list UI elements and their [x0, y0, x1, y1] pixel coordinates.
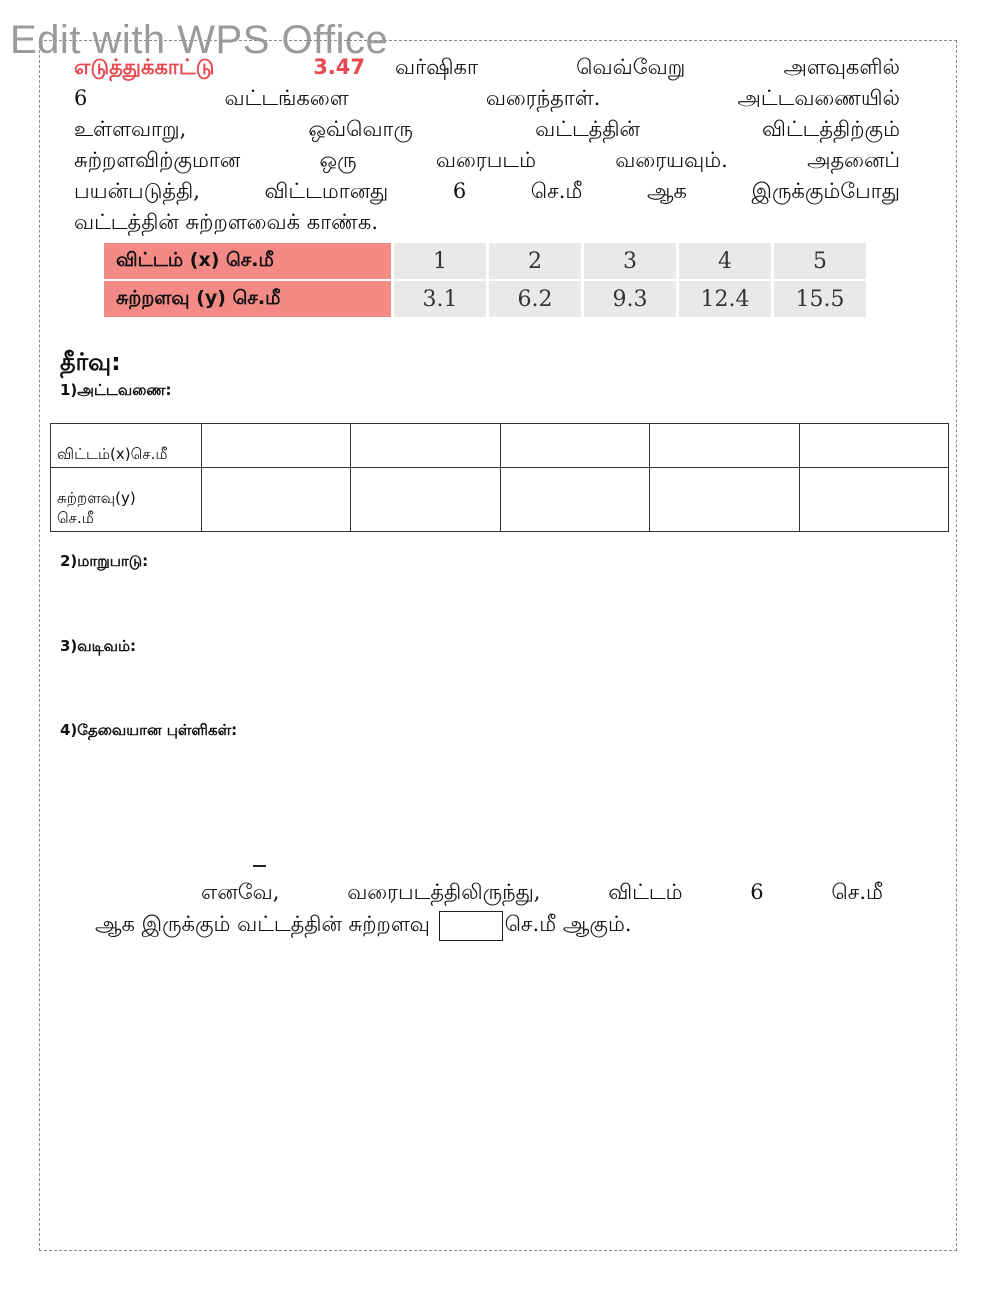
- answer-blank-box[interactable]: [439, 911, 503, 941]
- circumference-value: 15.5: [774, 281, 866, 317]
- answer-cell[interactable]: [202, 424, 351, 468]
- diameter-value: 3: [584, 243, 676, 279]
- answer-cell[interactable]: [650, 424, 799, 468]
- answer-cell[interactable]: [650, 468, 799, 532]
- problem-line-4: சுற்றளவிற்குமான ஒரு வரைபடம் வரையவும். அதனைப்: [74, 148, 900, 172]
- example-label: எடுத்துக்காட்டு 3.47: [74, 55, 366, 79]
- conclusion: [95, 876, 883, 941]
- problem-line-6: வட்டத்தின் சுற்றளவைக் காண்க.: [74, 210, 378, 234]
- answer-cell[interactable]: [202, 468, 351, 532]
- circumference-header: சுற்றளவு (y) செ.மீ: [104, 281, 391, 317]
- diameter-value: 2: [489, 243, 581, 279]
- answer-diameter-row: [51, 424, 949, 468]
- step-form-label: 3)வடிவம்:: [60, 637, 137, 655]
- circumference-row: [104, 281, 866, 317]
- given-data-table: [101, 241, 869, 319]
- answer-table: [50, 423, 949, 532]
- step-points-label: 4)தேவையான புள்ளிகள்:: [60, 721, 238, 739]
- problem-line-1: எடுத்துக்காட்டு 3.47 வர்ஷிகா வெவ்வேறு அளவுகளில்: [74, 55, 900, 79]
- conclusion-line-1: எனவே, வரைபடத்திலிருந்து, விட்டம் 6 செ.மீ: [201, 880, 883, 904]
- answer-cell[interactable]: [500, 424, 649, 468]
- answer-cell[interactable]: [351, 424, 500, 468]
- circumference-value: 12.4: [679, 281, 771, 317]
- diameter-value: 4: [679, 243, 771, 279]
- problem-line-5: பயன்படுத்தி, விட்டமானது 6 செ.மீ ஆக இருக்கும்போது: [74, 179, 900, 203]
- diameter-value: 5: [774, 243, 866, 279]
- diameter-value: 1: [394, 243, 486, 279]
- answer-circumference-label: சுற்றளவு(y) செ.மீ: [51, 468, 202, 532]
- problem-line-3: உள்ளவாறு, ஒவ்வொரு வட்டத்தின் விட்டத்திற்கும்: [74, 117, 900, 141]
- answer-cell[interactable]: [500, 468, 649, 532]
- answer-cell[interactable]: [799, 468, 948, 532]
- step-variation-label: 2)மாறுபாடு:: [60, 552, 149, 570]
- stray-mark: [253, 865, 266, 867]
- conclusion-line-2: ஆக இருக்கும் வட்டத்தின் சுற்றளவு செ.மீ ஆகும்.: [95, 908, 883, 941]
- answer-circumference-row: [51, 468, 949, 532]
- circumference-value: 3.1: [394, 281, 486, 317]
- answer-cell[interactable]: [351, 468, 500, 532]
- diameter-row: [104, 243, 866, 279]
- problem-statement: [74, 52, 900, 238]
- circumference-value: 9.3: [584, 281, 676, 317]
- solution-title: தீர்வு:: [60, 348, 121, 376]
- circumference-value: 6.2: [489, 281, 581, 317]
- diameter-header: விட்டம் (x) செ.மீ: [104, 243, 391, 279]
- step-table-label: 1)அட்டவணை:: [60, 381, 172, 399]
- problem-line-2: 6 வட்டங்களை வரைந்தாள். அட்டவணையில்: [74, 86, 900, 110]
- answer-diameter-label: விட்டம்(x)செ.மீ: [51, 424, 202, 468]
- wps-watermark: Edit with WPS Office: [10, 18, 389, 62]
- answer-cell[interactable]: [799, 424, 948, 468]
